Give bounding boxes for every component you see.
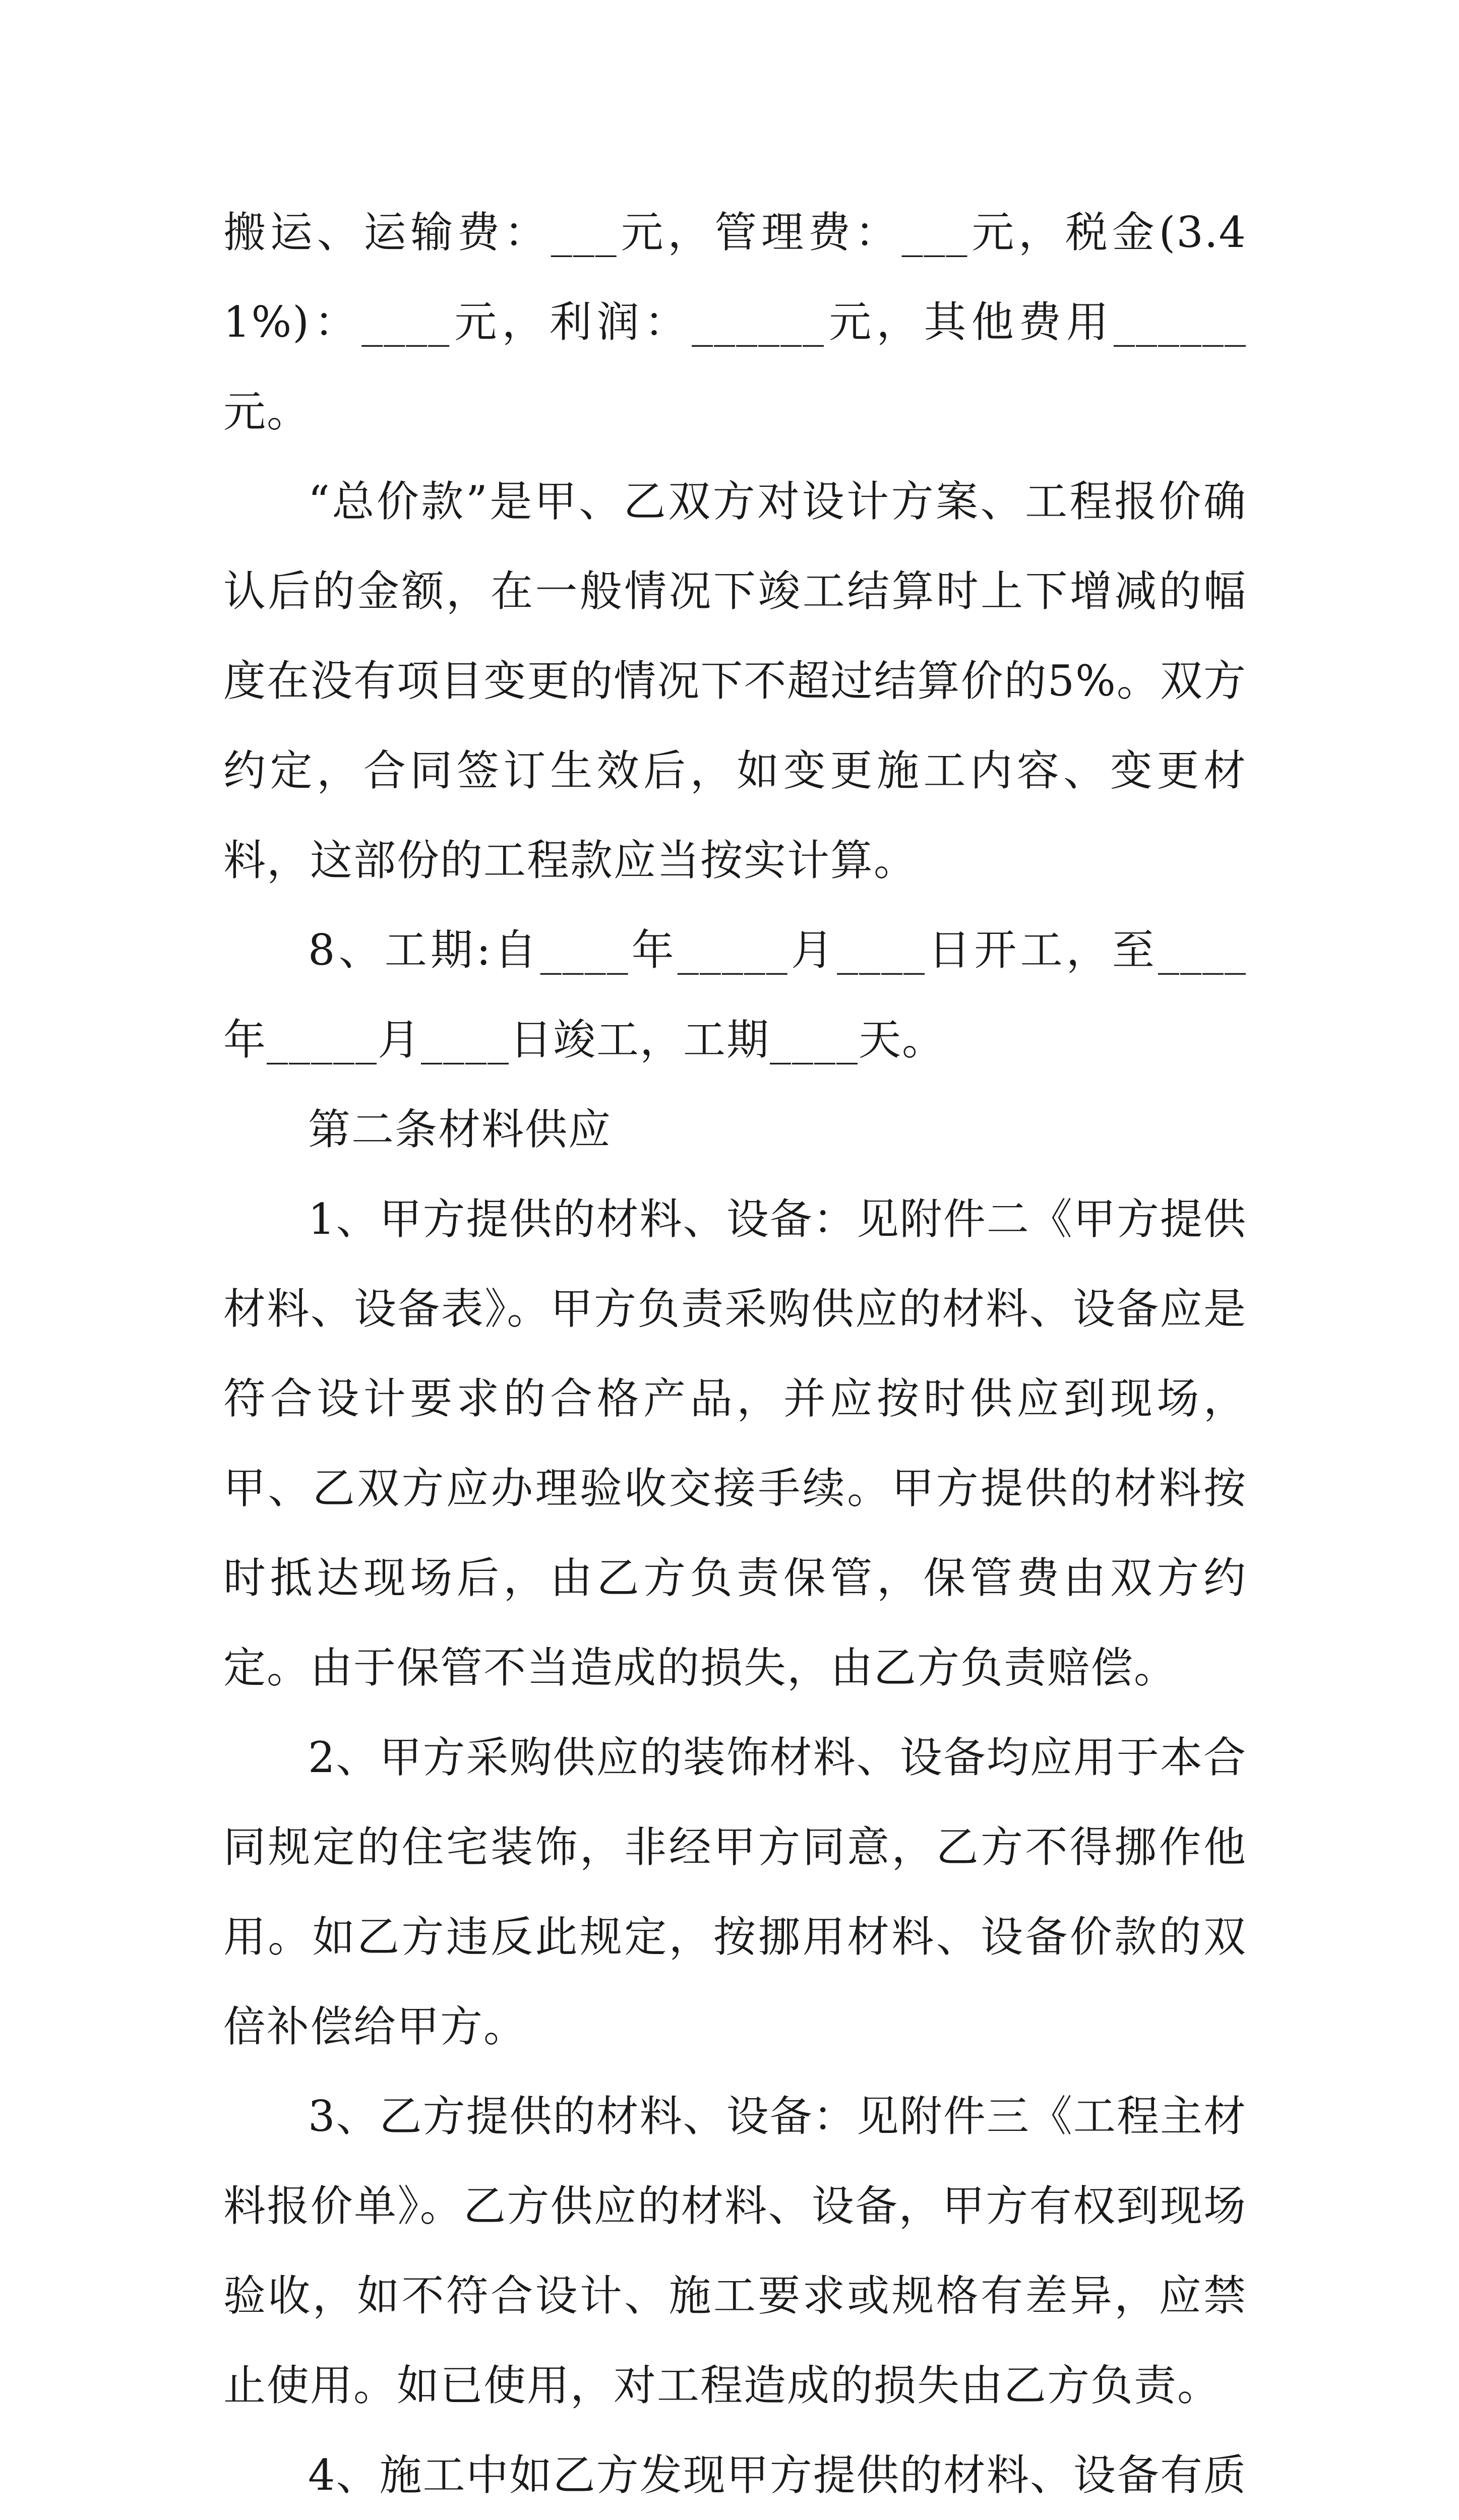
paragraph-clause-2: 2、甲方采购供应的装饰材料、设备均应用于本合同规定的住宅装饰，非经甲方同意，乙方不得挪作他用。如乙方违反此规定，按挪用材料、设备价款的双倍补偿给甲方。 — [223, 1733, 1247, 2051]
contract-text-body — [223, 187, 1247, 2520]
paragraph-total-price: “总价款”是甲、乙双方对设计方案、工程报价确认后的金额，在一般情况下竣工结算时上下增减的幅度在没有项目变更的情况下不超过结算价的5%。双方约定，合同签订生效后，如变更施工内容、变更材料，这部份的工程款应当按实计算。 — [223, 477, 1247, 885]
paragraph-fees: 搬运、运输费：___元，管理费：___元，税金(3.41%)：____元，利润：______元，其他费用______元。 — [223, 208, 1247, 436]
paragraph-clause-1: 1、甲方提供的材料、设备：见附件二《甲方提供材料、设备表》。甲方负责采购供应的材料、设备应是符合设计要求的合格产品，并应按时供应到现场，甲、乙双方应办理验收交接手续。甲方提供的材料按时抵达现场后，由乙方负责保管，保管费由双方约定。由于保管不当造成的损失，由乙方负责赔偿。 — [223, 1194, 1247, 1692]
article-heading: 第二条材料供应 — [308, 1105, 612, 1154]
paragraph-clause-3: 3、乙方提供的材料、设备：见附件三《工程主材料报价单》。乙方供应的材料、设备，甲方有权到现场验收，如不符合设计、施工要求或规格有差异，应禁止使用。如已使用，对工程造成的损失由乙方负责。 — [223, 2092, 1247, 2410]
paragraph-clause-4: 4、施工中如乙方发现甲方提供的材料、设备有质 — [308, 2450, 1247, 2500]
paragraph-schedule: 8、工期:自____年_____月____日开工，至____年_____月____日竣工，工期____天。 — [223, 925, 1247, 1064]
